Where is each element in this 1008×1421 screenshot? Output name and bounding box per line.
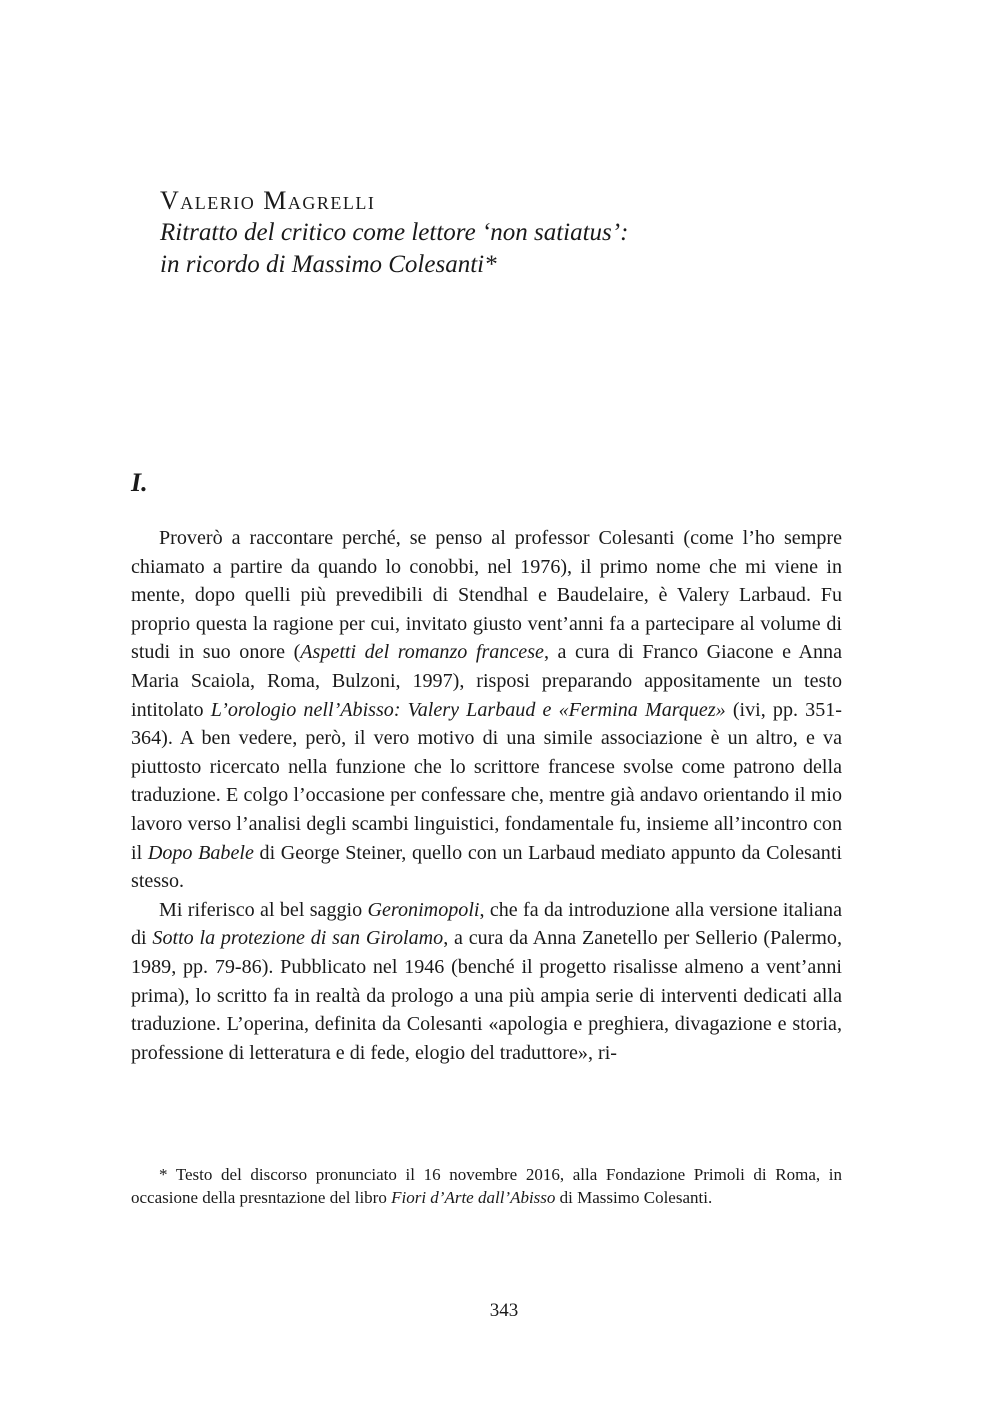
paragraph-1-italic-1: Aspetti del romanzo francese bbox=[300, 641, 544, 664]
paragraph-2-text-1: Mi riferisco al bel saggio bbox=[159, 898, 368, 921]
page-number: 343 bbox=[489, 1300, 519, 1321]
footnote bbox=[131, 1163, 842, 1209]
paragraph-1-text-1: Proverò a raccontare perché, se penso al professor Colesanti (come l’ho sempre chiamato a partire da quando lo conobbi, nel 1976), il primo nome che mi viene in mente, dopo quelli più prevedibili di Stendhal e Baudelaire, è Valery Larbaud. Fu proprio questa la ragione per cui, invitato giusto vent’anni fa a partecipare al volume di studi in suo onore ( bbox=[131, 527, 842, 664]
article-header bbox=[160, 185, 880, 281]
footnote-text-2: di Massimo Colesanti. bbox=[555, 1188, 713, 1207]
paragraph-2-text-3: , a cura da Anna Zanetello per Sellerio (Palermo, 1989, pp. 79-86). Pubblicato nel 1946 (benché il progetto risalisse almeno a vent’anni prima), lo scritto fa in realtà da prologo a una più ampia serie di interventi dedicati alla traduzione. L’operina, definita da Colesanti «apologia e preghiera, divagazione e storia, professione di letteratura e di fede, elogio del traduttore», ri- bbox=[131, 927, 842, 1064]
paragraph-1-italic-3: Dopo Babele bbox=[147, 841, 254, 864]
footnote-italic-1: Fiori d’Arte dall’Abisso bbox=[391, 1188, 556, 1207]
article-title-line-2: in ricordo di Massimo Colesanti* bbox=[160, 251, 497, 278]
section-heading: I. bbox=[131, 468, 148, 497]
footnote-text bbox=[131, 1163, 842, 1209]
paragraph-2-italic-2: Sotto la protezione di san Girolamo bbox=[152, 927, 444, 950]
paragraph-2 bbox=[131, 896, 842, 1068]
paragraph-2-italic-1: Geronimopoli bbox=[367, 898, 480, 921]
paragraph-1-italic-2: L’orologio nell’Abisso: Valery Larbaud e «Fermina Marquez» bbox=[210, 698, 726, 721]
article-title-line-1: Ritratto del critico come lettore ‘non satiatus’: bbox=[160, 219, 629, 246]
paragraph-1-text-2: , a cura di Franco Giacone e Anna Maria Scaiola, Roma, Bulzoni, 1997), risposi preparando appositamente un testo intitolato bbox=[131, 641, 842, 721]
paragraph-1-text-4: di George Steiner, quello con un Larbaud mediato appunto da Colesanti stesso. bbox=[131, 841, 842, 893]
author-name: Valerio Magrelli bbox=[160, 186, 376, 215]
paragraph-2-text-2: , che fa da introduzione alla versione italiana di bbox=[131, 898, 842, 950]
footnote-text-1: * Testo del discorso pronunciato il 16 novembre 2016, alla Fondazione Primoli di Roma, in occasione della presntazione del libro bbox=[131, 1165, 842, 1207]
paragraph-1 bbox=[131, 524, 842, 896]
body-text bbox=[131, 524, 842, 1067]
paragraph-1-text-3: (ivi, pp. 351-364). A ben vedere, però, il vero motivo di una simile associazione è un altro, e va piuttosto ricercato nella funzione che lo scrittore francese svolse come patrono della traduzione. E colgo l’occasione per confessare che, mentre già andavo orientando il mio lavoro verso l’analisi degli scambi linguistici, fondamentale fu, insieme all’incontro con il bbox=[131, 698, 842, 864]
